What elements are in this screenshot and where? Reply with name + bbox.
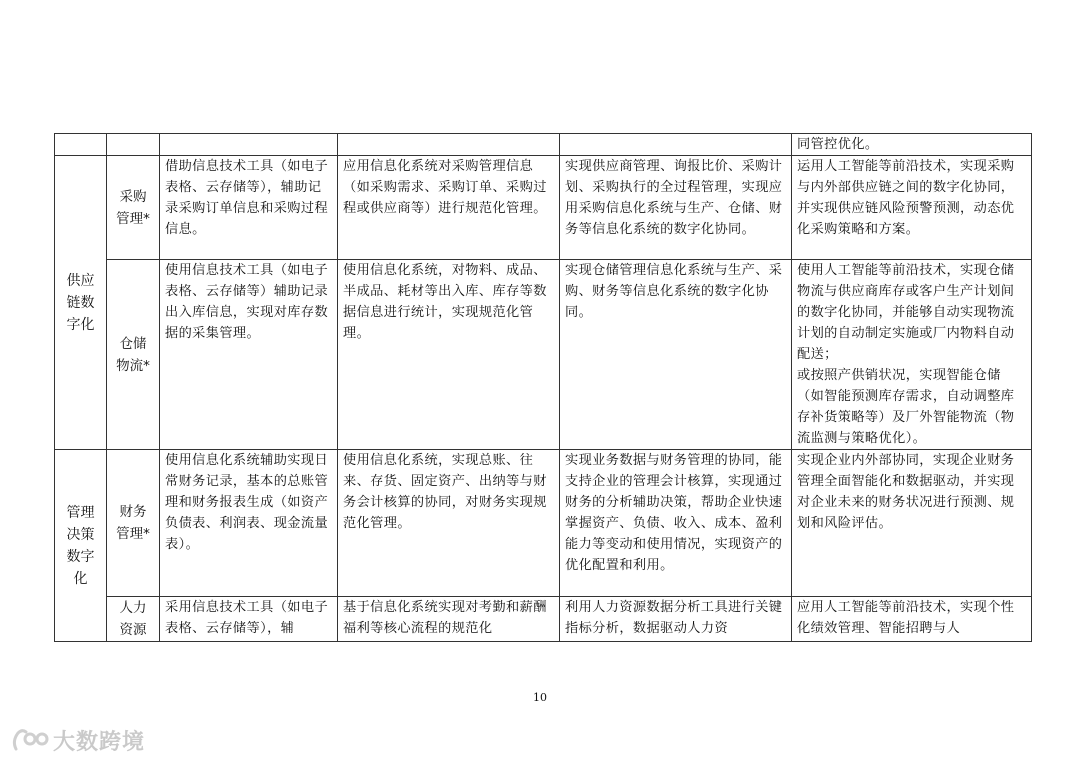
level1-text: 使用信息技术工具（如电子表格、云存储等）辅助记录出入库信息，实现对库存数据的采集管理。	[165, 263, 329, 341]
watermark-text: 大数跨境	[53, 730, 146, 755]
watermark	[10, 725, 145, 756]
level4-text: 应用人工智能等前沿技术，实现个性化绩效管理、智能招聘与人	[797, 600, 1015, 636]
watermark-logo-icon	[10, 727, 50, 755]
subcategory-finance	[107, 450, 160, 597]
level2-cell	[338, 134, 560, 156]
level1-cell	[160, 260, 338, 450]
table-row-warehousing	[55, 260, 1032, 450]
level4-text: 实现企业内外部协同，实现企业财务管理全面智能化和数据驱动，并实现对企业未来的财务状况进行预测、规划和风险评估。	[797, 453, 1015, 531]
level3-cell	[560, 156, 792, 260]
level1-text: 使用信息化系统辅助实现日常财务记录，基本的总账管理和财务报表生成（如资产负债表、利润表、现金流量表）。	[165, 453, 329, 552]
level1-cell	[160, 134, 338, 156]
level2-cell	[338, 156, 560, 260]
level4-cell	[792, 450, 1032, 597]
level3-text: 实现仓储管理信息化系统与生产、采购、财务等信息化系统的数字化协同。	[565, 263, 783, 320]
level4-cell	[792, 134, 1032, 156]
level1-cell	[160, 597, 338, 642]
level4-cell	[792, 156, 1032, 260]
level4-text: 运用人工智能等前沿技术，实现采购与内外部供应链之间的数字化协同，并实现供应链风险预警预测，动态优化采购策略和方案。	[797, 159, 1015, 237]
level2-text: 使用信息化系统，实现总账、往来、存货、固定资产、出纳等与财务会计核算的协同，对财务实现规范化管理。	[343, 453, 547, 531]
category-cell-empty	[55, 134, 107, 156]
level3-cell	[560, 450, 792, 597]
category-label: 管理 决策 数字 化	[66, 504, 95, 587]
level2-text: 基于信息化系统实现对考勤和薪酬福利等核心流程的规范化	[343, 600, 547, 636]
level2-cell	[338, 260, 560, 450]
level4-cell	[792, 597, 1032, 642]
level3-text: 实现供应商管理、询报比价、采购计划、采购执行的全过程管理，实现应用采购信息化系统与生产、仓储、财务等信息化系统的数字化协同。	[565, 159, 783, 237]
category-supply-chain	[55, 156, 107, 450]
level2-cell	[338, 597, 560, 642]
level4-cell	[792, 260, 1032, 450]
subcategory-hr	[107, 597, 160, 642]
level2-cell	[338, 450, 560, 597]
subcategory-warehousing	[107, 260, 160, 450]
maturity-table	[54, 133, 1032, 642]
subcategory-procurement	[107, 156, 160, 260]
subcategory-cell-empty	[107, 134, 160, 156]
page-number: 10	[533, 691, 547, 704]
level3-text: 利用人力资源数据分析工具进行关键指标分析，数据驱动人力资	[565, 600, 783, 636]
level3-cell	[560, 260, 792, 450]
level3-cell	[560, 597, 792, 642]
category-label: 供应 链数 字化	[66, 272, 95, 333]
subcategory-label: 财务 管理*	[116, 504, 150, 542]
level1-cell	[160, 156, 338, 260]
level1-text: 采用信息技术工具（如电子表格、云存储等），辅	[165, 600, 329, 636]
level1-text: 借助信息技术工具（如电子表格、云存储等），辅助记录采购订单信息和采购过程信息。	[165, 159, 329, 237]
subcategory-label: 采购 管理*	[116, 188, 150, 227]
table-row-finance	[55, 450, 1032, 597]
table-row-hr	[55, 597, 1032, 642]
level4-text: 使用人工智能等前沿技术，实现仓储物流与供应商库存或客户生产计划间的数字化协同，并能够自动实现物流计划的自动制定实施或厂内物料自动配送； 或按照产供销状况，实现智能仓储（如智能预测库存需求，自动调整库存补货策略等）及厂外智能物流（物流监测与策略优化）。	[797, 263, 1015, 446]
level2-text: 使用信息化系统，对物料、成品、半成品、耗材等出入库、库存等数据信息进行统计，实现规范化管理。	[343, 263, 547, 341]
table-row-continuation	[55, 134, 1032, 156]
subcategory-label: 仓储 物流*	[116, 335, 150, 374]
level3-cell	[560, 134, 792, 156]
category-management-decision	[55, 450, 107, 642]
level4-text: 同管控优化。	[797, 137, 879, 152]
level2-text: 应用信息化系统对采购管理信息（如采购需求、采购订单、采购过程或供应商等）进行规范化管理。	[343, 159, 547, 216]
level1-cell	[160, 450, 338, 597]
subcategory-label: 人力 资源	[119, 600, 147, 638]
table-row-procurement	[55, 156, 1032, 260]
level3-text: 实现业务数据与财务管理的协同，能支持企业的管理会计核算，实现通过财务的分析辅助决策，帮助企业快速掌握资产、负债、收入、成本、盈利能力等变动和使用情况，实现资产的优化配置和利用。	[565, 453, 783, 573]
